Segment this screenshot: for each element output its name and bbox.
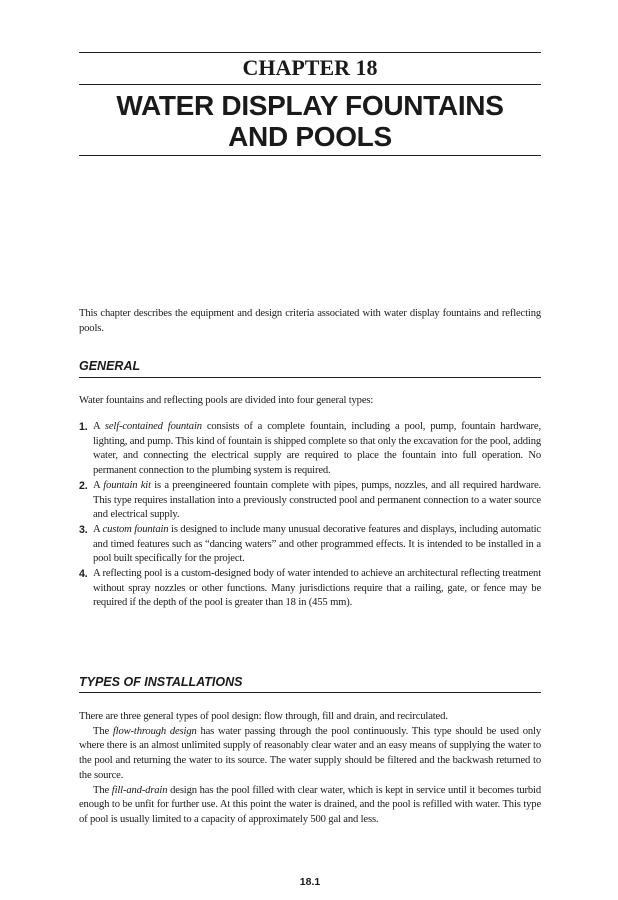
general-lead: Water fountains and reflecting pools are divided into four general types: (79, 395, 374, 406)
top-rule (79, 52, 541, 53)
list-item-number: 1. (79, 421, 88, 433)
section-heading-general: GENERAL (79, 359, 141, 373)
flow-through-paragraph: The flow-through design has water passing through the pool continuously. This type should be used only where there is an almost unlimited supply of reasonably clear water and an easy means of supplying the water to the pool and returning the water to its source. The water supply should be filtered and the backwash returned to the source. (79, 725, 541, 781)
flow-through-term: flow-through design (112, 725, 197, 737)
chapter-title-line-2: AND POOLS (228, 121, 392, 152)
list-item-number: 2. (79, 479, 88, 492)
list-item-term: fountain kit (103, 479, 151, 491)
list-item-number: 3. (79, 523, 88, 536)
chapter-label: CHAPTER 18 (242, 55, 378, 80)
installations-lead: There are three general types of pool design: flow through, fill and drain, and recirculated. (79, 711, 448, 722)
chapter-title (79, 90, 541, 152)
list-item: 3. A custom fountain is designed to include many unusual decorative features and displays, including automatic and timed features such as “dancing waters” and other programmed effects. It is intended to be installed in a pool built specifically for the project. (79, 523, 541, 565)
chapter-rule (79, 84, 541, 85)
installations-text (79, 710, 541, 828)
page-number: 18.1 (299, 876, 321, 888)
list-item-term: custom fountain (102, 523, 169, 535)
list-item: 4. A reflecting pool is a custom-designed body of water intended to achieve an architectural reflecting treatment without spray nozzles or other functions. Many jurisdictions require that a railing, gate, or fence may be required if the depth of the pool is greater than 18 in (455 mm). (79, 568, 541, 609)
fill-and-drain-paragraph: The fill-and-drain design has the pool filled with clear water, which is kept in service until it becomes turbid enough to be unfit for further use. At this point the water is drained, and the pool is refilled with water. This type of pool is usually limited to a capacity of approximately 500 gal and less. (79, 784, 541, 825)
title-rule (79, 155, 541, 156)
intro-paragraph: This chapter describes the equipment and design criteria associated with water display fountains and reflecting pools. (79, 308, 541, 334)
section-heading-installations: TYPES OF INSTALLATIONS (79, 675, 243, 689)
list-item-number: 4. (79, 568, 88, 581)
list-item-term: self-contained fountain (104, 421, 202, 432)
types-list (79, 420, 541, 611)
list-item: 2. A fountain kit is a preengineered fountain complete with pipes, pumps, nozzles, and all required hardware. This type requires installation into a previously constructed pool and permanent connection to a water source and electrical supply. (79, 479, 541, 521)
general-heading-rule (79, 377, 541, 378)
installations-heading-rule (79, 692, 541, 693)
chapter-title-line-1: WATER DISPLAY FOUNTAINS (116, 90, 504, 121)
list-item: 1. A self-contained fountain consists of a complete fountain, including a pool, pump, fountain hardware, lighting, and pump. This kind of fountain is shipped complete so that only the excavation for the pool, adding water, and connecting the electrical supply are required to place the fountain into full operation. No permanent connection to the plumbing system is required. (79, 421, 541, 477)
fill-and-drain-term: fill-and-drain (111, 784, 168, 796)
